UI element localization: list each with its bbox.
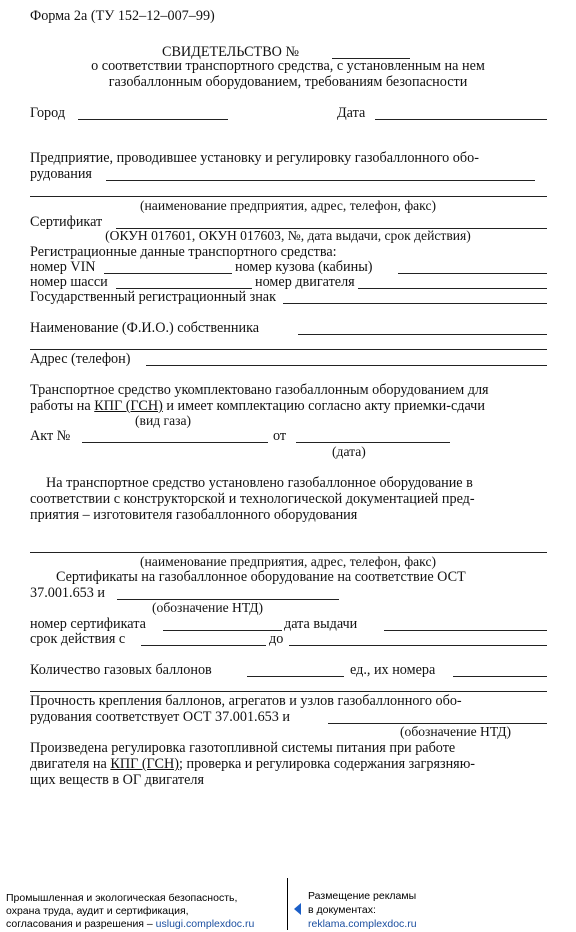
equipment-line-2-end: и имеет комплектацию согласно акту приемки-сдачи: [162, 398, 485, 414]
adjust-line-2-end: ; проверка и регулировка содержания загрязняю-: [179, 756, 476, 772]
hint-enterprise-2: (наименование предприятия, адрес, телефон, факс): [139, 554, 437, 569]
state-plate-label: Государственный регистрационный знак: [30, 289, 276, 305]
footer-uslugi-link[interactable]: uslugi.complexdoc.ru: [155, 918, 255, 930]
validity-to-field[interactable]: [289, 645, 547, 646]
vin-label: номер VIN: [30, 259, 96, 275]
validity-to-label: до: [269, 631, 284, 647]
city-label: Город: [30, 105, 66, 121]
gas-cert-line-2: 37.001.653 и: [30, 585, 105, 601]
cylinders-numbers-field-2[interactable]: [30, 691, 547, 692]
hint-ntd-2: (обозначение НТД): [400, 724, 512, 739]
installed-line-3: приятия – изготовителя газобаллонного оборудования: [30, 507, 358, 523]
installed-line-2: соответствии с конструкторской и технологической документацией пред-: [30, 491, 475, 507]
cert-number-label: номер сертификата: [30, 616, 146, 632]
chassis-label: номер шасси: [30, 274, 108, 290]
footer-right-line-2: в документах:: [308, 904, 376, 916]
gas-type-kpg: КПГ (ГСН): [94, 398, 163, 414]
owner-label: Наименование (Ф.И.О.) собственника: [30, 320, 260, 336]
cylinders-numbers-field[interactable]: [453, 676, 547, 677]
hint-act-date: (дата): [332, 444, 366, 459]
footer-left-line-1: Промышленная и экологическая безопасность,: [6, 892, 238, 904]
equipment-line-2-start: работы на: [30, 398, 95, 414]
manufacturer-field[interactable]: [30, 552, 547, 553]
enterprise-field[interactable]: [106, 180, 535, 181]
address-field[interactable]: [146, 365, 547, 366]
act-label: Акт №: [30, 428, 71, 444]
form-label: Форма 2а (ТУ 152–12–007–99): [30, 8, 215, 24]
footer-left-line-3: [6, 918, 254, 931]
city-field[interactable]: [78, 119, 228, 120]
act-date-field[interactable]: [296, 442, 450, 443]
footer-right-line-1: Размещение рекламы: [308, 890, 417, 902]
cylinders-units-label: ед., их номера: [350, 662, 436, 678]
engine-number-field[interactable]: [358, 288, 547, 289]
footer-reklama-link[interactable]: reklama.complexdoc.ru: [308, 918, 417, 930]
adjust-line-1: Произведена регулировка газотопливной системы питания при работе: [30, 740, 456, 756]
equipment-line-1: Транспортное средство укомплектовано газобаллонным оборудованием для: [30, 382, 489, 398]
equipment-line-2: [30, 398, 485, 414]
footer-left-line-2: охрана труда, аудит и сертификация,: [6, 905, 189, 917]
validity-from-field[interactable]: [141, 645, 266, 646]
body-number-label: номер кузова (кабины): [235, 259, 373, 275]
gas-cert-line-1: Сертификаты на газобаллонное оборудование на соответствие ОСТ: [56, 569, 466, 585]
adjust-line-2-start: двигателя на: [30, 756, 111, 772]
state-plate-field[interactable]: [283, 303, 547, 304]
hint-ntd: (обозначение НТД): [152, 600, 264, 615]
address-label: Адрес (телефон): [30, 351, 131, 367]
installed-line-1: На транспортное средство установлено газобаллонное оборудование в: [46, 475, 473, 491]
act-number-field[interactable]: [82, 442, 268, 443]
subtitle-line-2: газобаллонным оборудованием, требованиям безопасности: [108, 74, 468, 90]
date-label: Дата: [337, 105, 366, 121]
footer-divider: [287, 878, 288, 930]
adjust-line-3: щих веществ в ОГ двигателя: [30, 772, 204, 788]
footer-left-text: согласования и разрешения –: [6, 918, 156, 930]
left-arrow-icon: [294, 903, 301, 915]
enterprise-field-2[interactable]: [30, 196, 547, 197]
adjust-line-2: [30, 756, 475, 772]
body-number-field[interactable]: [398, 273, 547, 274]
engine-number-label: номер двигателя: [255, 274, 355, 290]
document-title: СВИДЕТЕЛЬСТВО №: [162, 44, 299, 60]
hint-enterprise: (наименование предприятия, адрес, телефон, факс): [139, 198, 437, 213]
issue-date-label: дата выдачи: [284, 616, 358, 632]
hint-certificate: (ОКУН 017601, ОКУН 017603, №, дата выдачи, срок действия): [105, 228, 471, 243]
hint-gas-type: (вид газа): [135, 413, 192, 428]
certificate-label: Сертификат: [30, 214, 103, 230]
strength-line-2: рудования соответствует ОСТ 37.001.653 и: [30, 709, 291, 725]
owner-field[interactable]: [298, 334, 547, 335]
act-from-label: от: [273, 428, 287, 444]
owner-field-2[interactable]: [30, 349, 547, 350]
validity-label: срок действия с: [30, 631, 126, 647]
subtitle-line-1: о соответствии транспортного средства, с установленным на нем: [91, 58, 485, 74]
cylinders-count-field[interactable]: [247, 676, 344, 677]
date-field[interactable]: [375, 119, 547, 120]
enterprise-line-2: рудования: [30, 166, 92, 182]
cert-number-field[interactable]: [163, 630, 282, 631]
gas-type-kpg-2: КПГ (ГСН): [110, 756, 179, 772]
cylinders-label: Количество газовых баллонов: [30, 662, 212, 678]
strength-line-1: Прочность крепления баллонов, агрегатов и узлов газобаллонного обо-: [30, 693, 462, 709]
reg-data-heading: Регистрационные данные транспортного средства:: [30, 244, 337, 260]
issue-date-field[interactable]: [384, 630, 547, 631]
vin-field[interactable]: [104, 273, 232, 274]
enterprise-line-1: Предприятие, проводившее установку и регулировку газобаллонного обо-: [30, 150, 479, 166]
